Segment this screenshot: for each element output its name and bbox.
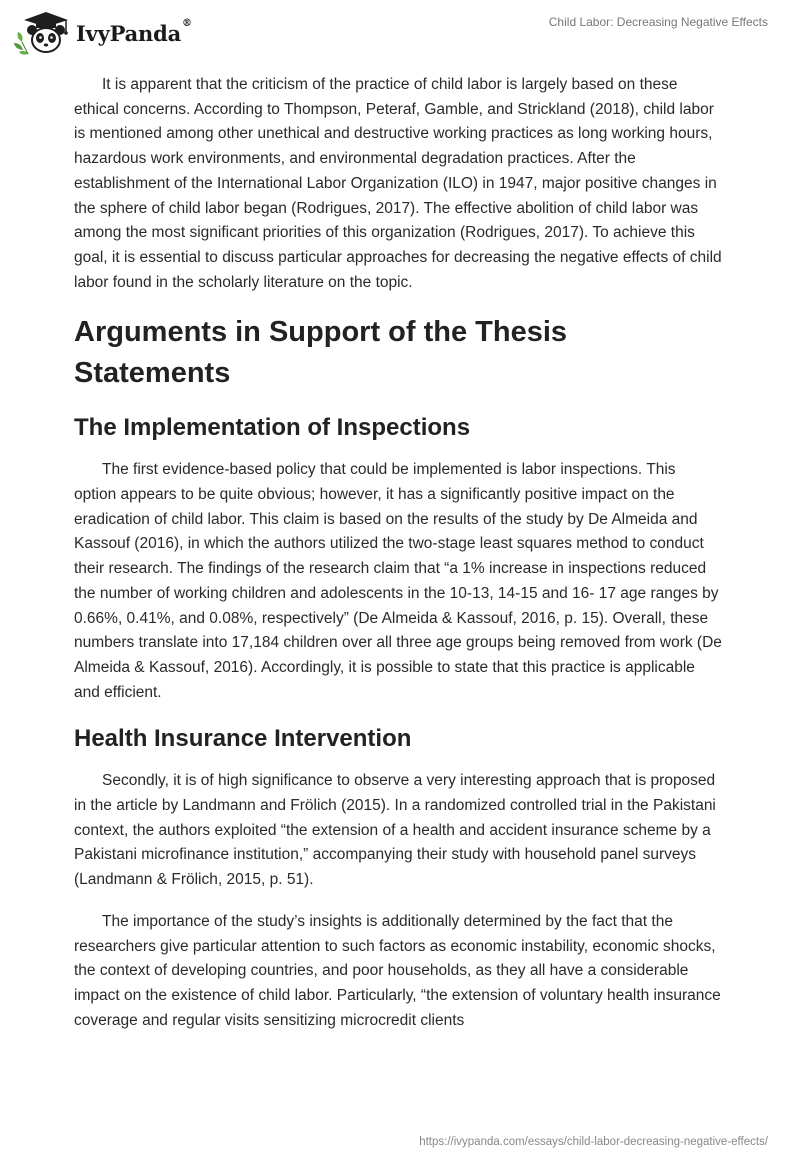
page-header [0,0,800,70]
brand-name: IvyPanda® [76,17,192,46]
subsection-heading-health-insurance: Health Insurance Intervention [74,725,412,753]
paragraph-health-insurance-2: The importance of the study’s insights is additionally determined by the fact that the researchers give particular attention to such factors as economic instability, economic shocks, the context of developing countries, and poor households, as they all have a considerable impact on the existence of child labor. Particularly, “the extension of voluntary health insurance coverage and regular visits sensitizing microcredit clients [74,912,721,1029]
essay-title: Child Labor: Decreasing Negative Effects [548,15,768,29]
intro-paragraph: It is apparent that the criticism of the practice of child labor is largely based on these ethical concerns. According to Thompson, Peteraf, Gamble, and Strickland (2018), child labor is mentioned among other unethical and destructive working practices as long working hours, hazardous work environments, and environmental degradation practices. After the establishment of the International Labor Organization (ILO) in 1947, major positive changes in the sphere of child labor began (Rodrigues, 2017). The effective abolition of child labor was among the most significant priorities of this organization (Rodrigues, 2017). To achieve this goal, it is essential to discuss particular approaches for decreasing the negative effects of child labor found in the scholarly literature on the topic. [74,76,722,291]
paragraph-inspections: The first evidence-based policy that could be implemented is labor inspections. This option appears to be quite obvious; however, it has a significantly positive impact on the eradication of child labor. This claim is based on the results of the study by De Almeida and Kassouf (2016), in which the authors utilized the two-stage least squares method to conduct their research. The findings of the research claim that “a 1% increase in inspections reduced the number of working children and adolescents in the 10-13, 14-15 and 16- 17 age ranges by 0.66%, 0.41%, and 0.08%, respectively” (De Almeida & Kassouf, 2016, p. 15). Overall, these numbers translate into 17,184 children over all three age groups being removed from work (De Almeida & Kassouf, 2016). Accordingly, it is possible to state that this practice is applicable and efficient. [74,461,722,701]
panda-graduate-icon [14,8,74,58]
source-url[interactable]: https://ivypanda.com/essays/child-labor-decreasing-negative-effects/ [419,1136,768,1148]
ivypanda-logo[interactable] [14,8,192,58]
essay-content [74,73,722,1050]
registered-mark: ® [182,17,192,29]
subsection-heading-inspections: The Implementation of Inspections [74,414,471,442]
paragraph-health-insurance-1: Secondly, it is of high significance to observe a very interesting approach that is proposed in the article by Landmann and Frölich (2015). In a randomized controlled trial in the Pakistani context, the authors exploited “the extension of a health and accident insurance scheme by a Pakistani microfinance institution,” accompanying their study with household panel surveys (Landmann & Frölich, 2015, p. 51). [74,772,716,889]
section-heading: Arguments in Support of the Thesis Statements [74,316,568,390]
